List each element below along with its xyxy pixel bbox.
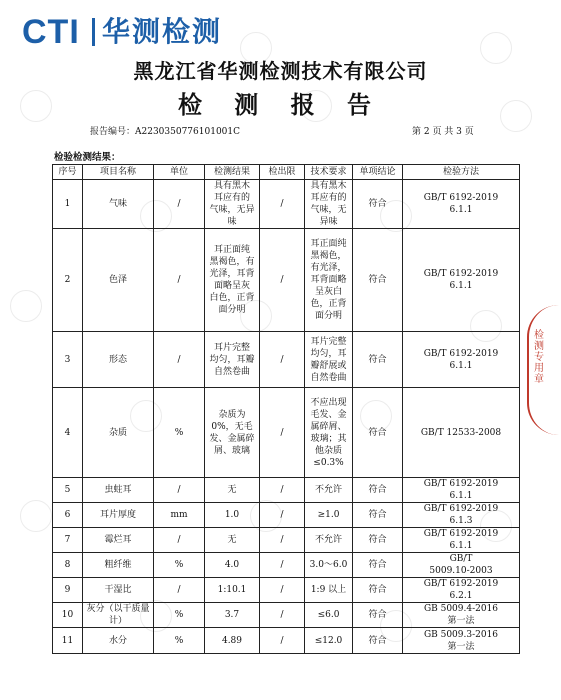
cell-no: 11 <box>53 628 83 654</box>
cell-limit: / <box>260 180 305 229</box>
document-title: 检 测 报 告 <box>177 91 384 119</box>
section-label: 检验检测结果： <box>54 152 121 163</box>
header-limit: 检出限 <box>260 165 305 180</box>
table-row <box>53 578 520 603</box>
cell-requirement: 具有黑木 耳应有的 气味，无 异味 <box>305 180 353 229</box>
cell-conclusion: 符合 <box>353 528 403 553</box>
cell-unit: / <box>154 578 205 603</box>
cell-unit: % <box>154 603 205 628</box>
cell-no: 7 <box>53 528 83 553</box>
cell-requirement: ≤12.0 <box>305 628 353 654</box>
cell-requirement: ≤6.0 <box>305 603 353 628</box>
cell-unit: % <box>154 388 205 478</box>
table-header-row <box>53 165 520 180</box>
cell-method: GB 5009.3-2016 第一法 <box>403 628 520 654</box>
cell-result: 杂质为 0%，无毛 发、金属碎 屑、玻璃 <box>205 388 260 478</box>
cell-conclusion: 符合 <box>353 478 403 503</box>
cell-item: 色泽 <box>83 229 154 332</box>
cell-no: 2 <box>53 229 83 332</box>
cell-method: GB/T 6192-2019 6.1.1 <box>403 478 520 503</box>
cell-result: 具有黑木 耳应有的 气味，无异 味 <box>205 180 260 229</box>
cell-item: 气味 <box>83 180 154 229</box>
cell-conclusion: 符合 <box>353 503 403 528</box>
watermark-icon <box>10 290 42 322</box>
logo-divider <box>92 18 95 46</box>
cell-unit: / <box>154 332 205 388</box>
cell-item: 霉烂耳 <box>83 528 154 553</box>
cell-conclusion: 符合 <box>353 628 403 654</box>
table-row <box>53 332 520 388</box>
cell-item: 灰分（以干质量 计） <box>83 603 154 628</box>
header-conclusion: 单项结论 <box>353 165 403 180</box>
cell-item: 虫蛀耳 <box>83 478 154 503</box>
results-table <box>52 164 520 654</box>
cell-method: GB/T 6192-2019 6.2.1 <box>403 578 520 603</box>
cell-no: 5 <box>53 478 83 503</box>
cell-unit: % <box>154 553 205 578</box>
cell-no: 1 <box>53 180 83 229</box>
cell-item: 杂质 <box>83 388 154 478</box>
cell-requirement: 不允许 <box>305 478 353 503</box>
cell-limit: / <box>260 578 305 603</box>
table-row <box>53 180 520 229</box>
cell-result: 耳片完整 均匀，耳瓣 自然卷曲 <box>205 332 260 388</box>
cell-method: GB/T 6192-2019 6.1.1 <box>403 528 520 553</box>
cell-result: 耳正面纯 黑褐色，有 光泽，耳背 面略呈灰 白色，正背 面分明 <box>205 229 260 332</box>
header-no: 序号 <box>53 165 83 180</box>
table-row <box>53 553 520 578</box>
cell-limit: / <box>260 332 305 388</box>
cell-limit: / <box>260 229 305 332</box>
cell-requirement: 1:9 以上 <box>305 578 353 603</box>
company-name: 黑龙江省华测检测技术有限公司 <box>133 59 428 83</box>
cell-unit: / <box>154 180 205 229</box>
cell-requirement: 不允许 <box>305 528 353 553</box>
header-result: 检测结果 <box>205 165 260 180</box>
cell-limit: / <box>260 528 305 553</box>
header-requirement: 技术要求 <box>305 165 353 180</box>
page-number: 第 2 页 共 3 页 <box>412 127 474 137</box>
cell-limit: / <box>260 478 305 503</box>
cell-method: GB/T 6192-2019 6.1.1 <box>403 229 520 332</box>
cell-result: 无 <box>205 478 260 503</box>
cell-limit: / <box>260 628 305 654</box>
table-row <box>53 388 520 478</box>
header-item: 项目名称 <box>83 165 154 180</box>
cell-conclusion: 符合 <box>353 332 403 388</box>
cell-conclusion: 符合 <box>353 578 403 603</box>
cell-unit: mm <box>154 503 205 528</box>
cell-result: 无 <box>205 528 260 553</box>
cell-no: 8 <box>53 553 83 578</box>
cell-no: 6 <box>53 503 83 528</box>
cell-limit: / <box>260 603 305 628</box>
stamp-text: 检测专用章 <box>534 330 544 385</box>
cell-no: 9 <box>53 578 83 603</box>
logo-cn-text: 华测检测 <box>102 15 223 48</box>
table-row <box>53 628 520 654</box>
cell-requirement: 耳正面纯 黑褐色， 有光泽， 耳背面略 呈灰白 色，正背 面分明 <box>305 229 353 332</box>
cell-method: GB/T 6192-2019 6.1.3 <box>403 503 520 528</box>
cell-unit: / <box>154 478 205 503</box>
cell-limit: / <box>260 388 305 478</box>
cell-method: GB 5009.4-2016 第一法 <box>403 603 520 628</box>
table-row <box>53 603 520 628</box>
company-logo <box>22 10 262 54</box>
cell-conclusion: 符合 <box>353 180 403 229</box>
cell-no: 3 <box>53 332 83 388</box>
header-method: 检验方法 <box>403 165 520 180</box>
table-body <box>53 180 520 654</box>
watermark-icon <box>20 500 52 532</box>
cell-requirement: 3.0～6.0 <box>305 553 353 578</box>
cell-limit: / <box>260 503 305 528</box>
table-row <box>53 229 520 332</box>
cell-result: 4.0 <box>205 553 260 578</box>
cell-conclusion: 符合 <box>353 229 403 332</box>
cell-item: 水分 <box>83 628 154 654</box>
cell-no: 4 <box>53 388 83 478</box>
cell-conclusion: 符合 <box>353 603 403 628</box>
table-row <box>53 478 520 503</box>
cell-conclusion: 符合 <box>353 388 403 478</box>
cell-item: 干湿比 <box>83 578 154 603</box>
header-unit: 单位 <box>154 165 205 180</box>
cell-result: 1:10.1 <box>205 578 260 603</box>
cell-item: 耳片厚度 <box>83 503 154 528</box>
cell-unit: / <box>154 528 205 553</box>
cell-requirement: ≥1.0 <box>305 503 353 528</box>
cell-requirement: 不应出现 毛发、金 属碎屑、 玻璃；其 他杂质 ≤0.3% <box>305 388 353 478</box>
cell-method: GB/T 6192-2019 6.1.1 <box>403 332 520 388</box>
cell-result: 4.89 <box>205 628 260 654</box>
cell-item: 粗纤维 <box>83 553 154 578</box>
cell-limit: / <box>260 553 305 578</box>
cell-conclusion: 符合 <box>353 553 403 578</box>
cell-requirement: 耳片完整 均匀，耳 瓣舒展或 自然卷曲 <box>305 332 353 388</box>
cell-unit: / <box>154 229 205 332</box>
cell-result: 1.0 <box>205 503 260 528</box>
table-row <box>53 503 520 528</box>
cell-method: GB/T 12533-2008 <box>403 388 520 478</box>
cell-method: GB/T 5009.10-2003 <box>403 553 520 578</box>
logo-mark: CTI <box>22 13 80 51</box>
table-row <box>53 528 520 553</box>
cell-item: 形态 <box>83 332 154 388</box>
cell-method: GB/T 6192-2019 6.1.1 <box>403 180 520 229</box>
report-number: 报告编号：A2230350776101001C <box>90 127 241 137</box>
cell-no: 10 <box>53 603 83 628</box>
cell-unit: % <box>154 628 205 654</box>
cell-result: 3.7 <box>205 603 260 628</box>
